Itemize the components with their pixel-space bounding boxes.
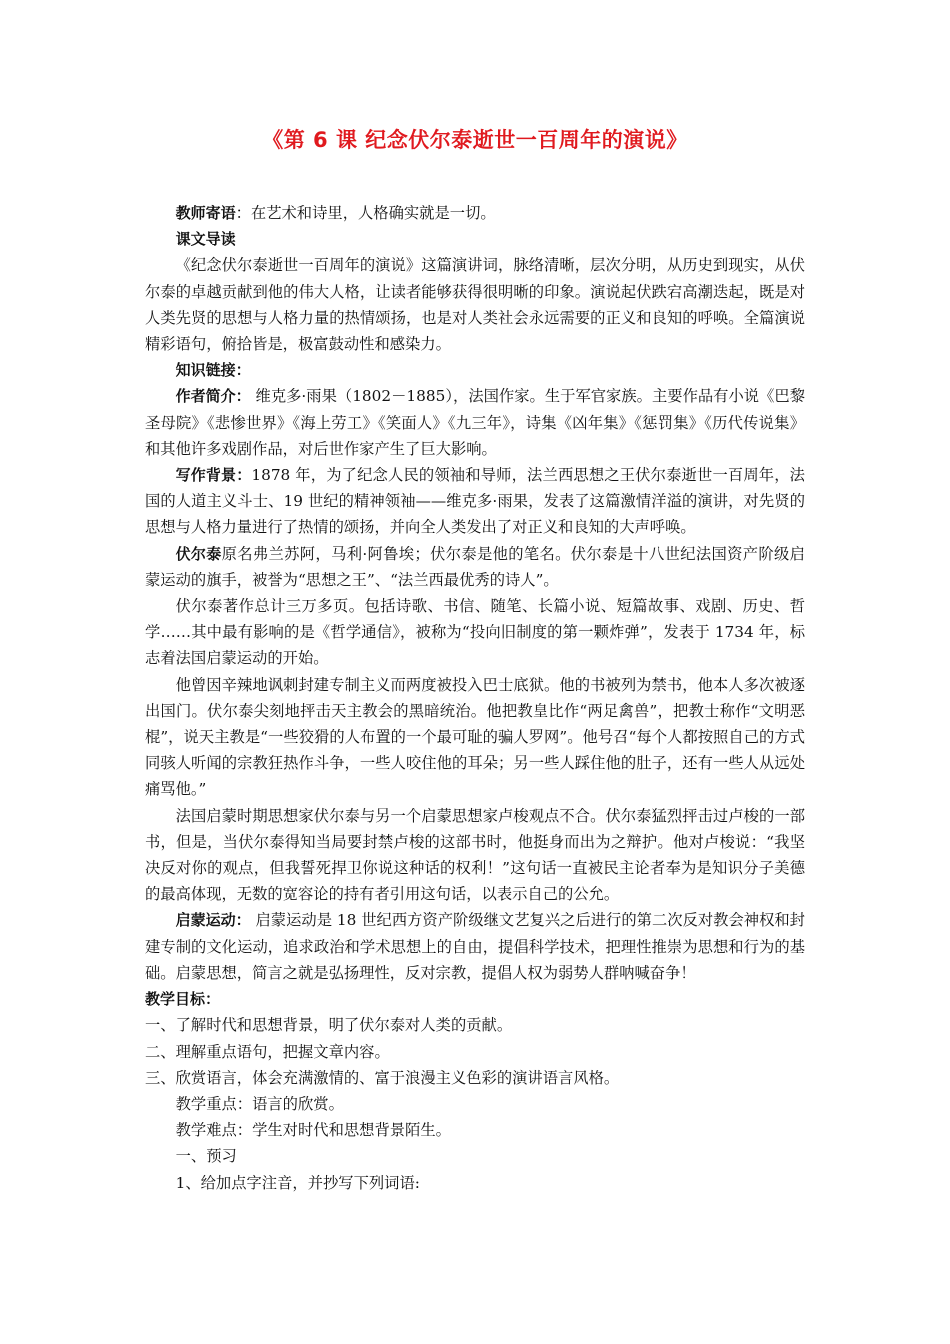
- author-intro: [145, 383, 805, 462]
- guide-paragraph: 《纪念伏尔泰逝世一百周年的演说》这篇演讲词，脉络清晰，层次分明，从历史到现实，从伏尔泰的卓越贡献到他的伟大人格，让读者能够获得很明晰的印象。演说起伏跌宕高潮迭起，既是对人类先贤的思想与人格力量的热情颂扬，也是对人类社会永远需要的正义和良知的呼唤。全篇演说精彩语句，俯拾皆是，极富鼓动性和感染力。: [145, 256, 805, 354]
- preview-heading: 一、预习: [175, 1147, 237, 1166]
- knowledge-heading: 知识链接：: [175, 361, 251, 380]
- voltaire-works: 伏尔泰著作总计三万多页。包括诗歌、书信、随笔、长篇小说、短篇故事、戏剧、历史、哲学……其中最有影响的是《哲学通信》，被称为“投向旧制度的第一颗炸弹”，发表于 1734 年，标志着法国启蒙运动的开始。: [145, 597, 805, 668]
- key-point: 教学重点：语言的欣赏。: [175, 1094, 344, 1113]
- author-intro-text: 维克多·雨果（1802－1885），法国作家。生于军官家族。主要作品有小说《巴黎圣母院》《悲惨世界》《海上劳工》《笑面人》《九三年》，诗集《凶年集》《惩罚集》《历代传说集》和其他许多戏剧作品，对后世作家产生了巨大影响。: [145, 387, 805, 458]
- goal-item: 二、理解重点语句，把握文章内容。: [145, 1042, 390, 1061]
- goal-item: 三、欣赏语言，体会充满激情的、富于浪漫主义色彩的演讲语言风格。: [145, 1068, 620, 1087]
- difficulty: 教学难点：学生对时代和思想背景陌生。: [175, 1121, 451, 1140]
- voltaire-satire: 他曾因辛辣地讽刺封建专制主义而两度被投入巴士底狱。他的书被列为禁书，他本人多次被逐出国门。伏尔泰尖刻地抨击天主教会的黑暗统治。他把教皇比作“两足禽兽”，把教士称作“文明恶棍”，说天主教是“一些狡猾的人布置的一个最可耻的骗人罗网”。他号召“每个人都按照自己的方式同骇人听闻的宗教狂热作斗争，一些人咬住他的耳朵；另一些人踩住他的肚子，还有一些人从远处痛骂他。”: [145, 675, 805, 799]
- goal-item: 一、了解时代和思想背景，明了伏尔泰对人类的贡献。: [145, 1016, 513, 1035]
- lesson-title: 《第 6 课 纪念伏尔泰逝世一百周年的演说》: [262, 128, 688, 152]
- author-intro-label: 作者简介：: [175, 387, 251, 406]
- guide-heading: 课文导读: [175, 230, 236, 249]
- writing-background-label: 写作背景：: [175, 466, 252, 485]
- teacher-words-text: ：在艺术和诗里，人格确实就是一切。: [235, 204, 496, 222]
- voltaire-rousseau: 法国启蒙时期思想家伏尔泰与另一个启蒙思想家卢梭观点不合。伏尔泰猛烈抨击过卢梭的一部书，但是，当伏尔泰得知当局要封禁卢梭的这部书时，他挺身而出为之辩护。他对卢梭说：“我坚决反对你的观点，但我誓死捍卫你说这种话的权利！”这句话一直被民主论者奉为是知识分子美德的最高体现，无数的宽容论的持有者引用这句话，以表示自己的公允。: [145, 806, 805, 904]
- enlightenment-label: 启蒙运动：: [175, 911, 251, 930]
- writing-background: [145, 462, 805, 541]
- enlightenment: [145, 907, 805, 986]
- enlightenment-text: 启蒙运动是 18 世纪西方资产阶级继文艺复兴之后进行的第二次反对教会神权和封建专制的文化运动，追求政治和学术思想上的自由，提倡科学技术，把理性推崇为思想和行为的基础。启蒙思想，简言之就是弘扬理性，反对宗教，提倡人权为弱势人群呐喊奋争！: [145, 911, 805, 982]
- goals-heading: 教学目标：: [145, 990, 221, 1009]
- voltaire-label: 伏尔泰: [175, 544, 222, 563]
- voltaire-text: 原名弗兰苏阿，马利·阿鲁埃；伏尔泰是他的笔名。伏尔泰是十八世纪法国资产阶级启蒙运动的旗手，被誉为“思想之王”、“法兰西最优秀的诗人”。: [145, 544, 805, 589]
- teacher-words-label: 教师寄语: [175, 204, 236, 222]
- teacher-words: [145, 200, 805, 226]
- voltaire-intro: [145, 541, 805, 593]
- writing-background-text: 1878 年，为了纪念人民的领袖和导师，法兰西思想之王伏尔泰逝世一百周年，法国的人道主义斗士、19 世纪的精神领袖——维克多·雨果，发表了这篇激情洋溢的演讲，对先贤的思想与人格力量进行了热情的颂扬，并向全人类发出了对正义和良知的大声呼唤。: [145, 466, 805, 537]
- lesson-content: [145, 200, 805, 1196]
- preview-task: 1、给加点字注音，并抄写下列词语:: [175, 1173, 420, 1192]
